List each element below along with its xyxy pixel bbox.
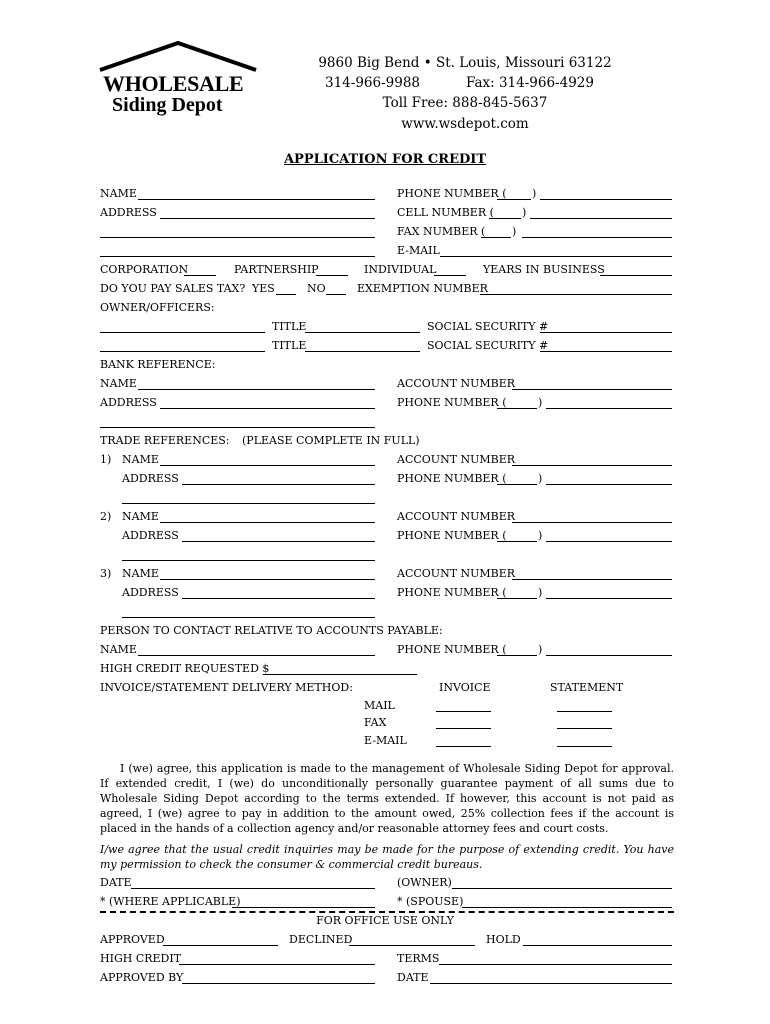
ref2-name-label: NAME bbox=[122, 510, 159, 523]
fax-area-code-field[interactable] bbox=[481, 237, 511, 238]
email-option-label: E-MAIL bbox=[364, 734, 407, 747]
ref2-address-label: ADDRESS bbox=[122, 529, 179, 542]
paren-close: ) bbox=[538, 643, 543, 656]
approved-field[interactable] bbox=[163, 945, 278, 946]
company-phone: 314-966-9988 bbox=[325, 75, 421, 91]
ref3-address-label: ADDRESS bbox=[122, 586, 179, 599]
bank-phone-area-field[interactable] bbox=[497, 408, 537, 409]
ref1-phone-label: PHONE NUMBER ( bbox=[397, 472, 507, 485]
bank-name-field[interactable] bbox=[138, 389, 375, 390]
address-label: ADDRESS bbox=[100, 206, 157, 219]
cell-label: CELL NUMBER ( bbox=[397, 206, 494, 219]
officer2-ssn-field[interactable] bbox=[540, 351, 672, 352]
logo-wholesale: WHOLESALE bbox=[103, 71, 244, 96]
ref2-name-field[interactable] bbox=[160, 522, 375, 523]
invoice-fax-field[interactable] bbox=[436, 728, 491, 729]
ref1-address-label: ADDRESS bbox=[122, 472, 179, 485]
ref2-account-label: ACCOUNT NUMBER bbox=[397, 510, 516, 523]
ref1-address-field[interactable] bbox=[182, 484, 375, 485]
statement-fax-field[interactable] bbox=[557, 728, 612, 729]
cell-area-code-field[interactable] bbox=[489, 218, 521, 219]
company-tollfree: Toll Free: 888-845-5637 bbox=[382, 95, 548, 111]
phone-number-field[interactable] bbox=[540, 199, 672, 200]
invoice-mail-field[interactable] bbox=[436, 711, 491, 712]
ref2-account-field[interactable] bbox=[512, 522, 672, 523]
sales-tax-yes-field[interactable] bbox=[276, 294, 296, 295]
where-applicable-field[interactable] bbox=[232, 907, 375, 908]
ap-name-field[interactable] bbox=[138, 655, 375, 656]
paren-close: ) bbox=[512, 225, 517, 238]
ref2-address-field[interactable] bbox=[182, 541, 375, 542]
ref3-address-line2-field[interactable] bbox=[122, 617, 375, 618]
office-use-heading: FOR OFFICE USE ONLY bbox=[316, 914, 454, 927]
owner-officers-label: OWNER/OFFICERS: bbox=[100, 301, 215, 314]
individual-label: INDIVIDUAL bbox=[364, 263, 437, 276]
ref2-phone-area-field[interactable] bbox=[497, 541, 537, 542]
office-date-label: DATE bbox=[397, 971, 429, 984]
invoice-column-label: INVOICE bbox=[439, 681, 491, 694]
statement-email-field[interactable] bbox=[557, 746, 612, 747]
paren-close: ) bbox=[538, 529, 543, 542]
applicant-name-field[interactable] bbox=[138, 199, 375, 200]
ref1-account-field[interactable] bbox=[512, 465, 672, 466]
no-label: NO bbox=[307, 282, 326, 295]
ref1-name-field[interactable] bbox=[160, 465, 375, 466]
owner-label: (OWNER) bbox=[397, 876, 452, 889]
ref1-address-line2-field[interactable] bbox=[122, 503, 375, 504]
logo-siding-depot: Siding Depot bbox=[112, 94, 223, 116]
email-label: E-MAIL bbox=[397, 244, 440, 257]
hold-field[interactable] bbox=[523, 945, 672, 946]
email-field[interactable] bbox=[440, 256, 672, 257]
applicant-address-line2-field[interactable] bbox=[100, 237, 375, 238]
company-website: www.wsdepot.com bbox=[401, 116, 529, 132]
ref3-account-label: ACCOUNT NUMBER bbox=[397, 567, 516, 580]
bank-phone-label: PHONE NUMBER ( bbox=[397, 396, 507, 409]
where-applicable-label: * (WHERE APPLICABLE) bbox=[100, 895, 241, 908]
officer1-title-field[interactable] bbox=[305, 332, 420, 333]
ref3-phone-field[interactable] bbox=[546, 598, 672, 599]
trade-references-label: TRADE REFERENCES: bbox=[100, 434, 230, 447]
declined-label: DECLINED bbox=[289, 933, 353, 946]
officer1-name-field[interactable] bbox=[100, 332, 265, 333]
statement-mail-field[interactable] bbox=[557, 711, 612, 712]
ref1-phone-area-field[interactable] bbox=[497, 484, 537, 485]
bank-name-label: NAME bbox=[100, 377, 137, 390]
ref2-phone-field[interactable] bbox=[546, 541, 672, 542]
ssn-label: SOCIAL SECURITY # bbox=[427, 320, 549, 333]
ref1-number: 1) bbox=[100, 453, 112, 466]
paren-close: ) bbox=[538, 472, 543, 485]
form-title: APPLICATION FOR CREDIT bbox=[283, 152, 487, 167]
ref3-account-field[interactable] bbox=[512, 579, 672, 580]
bank-address-line2-field[interactable] bbox=[100, 427, 375, 428]
officer2-name-field[interactable] bbox=[100, 351, 265, 352]
applicant-address-line3-field[interactable] bbox=[100, 256, 375, 257]
ref2-number: 2) bbox=[100, 510, 112, 523]
paren-close: ) bbox=[538, 396, 543, 409]
corporation-label: CORPORATION bbox=[100, 263, 189, 276]
terms-field[interactable] bbox=[439, 964, 672, 965]
corporation-field[interactable] bbox=[184, 275, 216, 276]
years-field[interactable] bbox=[600, 275, 672, 276]
mail-option-label: MAIL bbox=[364, 699, 395, 712]
spouse-signature-field[interactable] bbox=[462, 907, 672, 908]
ssn-label: SOCIAL SECURITY # bbox=[427, 339, 549, 352]
years-label: YEARS IN BUSINESS bbox=[483, 263, 605, 276]
officer2-title-field[interactable] bbox=[305, 351, 420, 352]
ref3-number: 3) bbox=[100, 567, 112, 580]
sig-date-field[interactable] bbox=[131, 888, 375, 889]
name-label: NAME bbox=[100, 187, 137, 200]
high-credit-requested-label: HIGH CREDIT REQUESTED $ bbox=[100, 662, 270, 675]
fax-option-label: FAX bbox=[364, 716, 387, 729]
spouse-label: * (SPOUSE) bbox=[397, 895, 464, 908]
cell-number-field[interactable] bbox=[530, 218, 672, 219]
ap-phone-label: PHONE NUMBER ( bbox=[397, 643, 507, 656]
bank-account-label: ACCOUNT NUMBER bbox=[397, 377, 516, 390]
ref3-address-field[interactable] bbox=[182, 598, 375, 599]
sales-tax-no-field[interactable] bbox=[326, 294, 346, 295]
approved-label: APPROVED bbox=[100, 933, 165, 946]
title-label: TITLE bbox=[272, 320, 307, 333]
approved-by-label: APPROVED BY bbox=[100, 971, 184, 984]
hold-label: HOLD bbox=[486, 933, 521, 946]
high-credit-label: HIGH CREDIT bbox=[100, 952, 182, 965]
paren-close: ) bbox=[522, 206, 527, 219]
applicant-address-field[interactable] bbox=[160, 218, 375, 219]
bank-address-field[interactable] bbox=[160, 408, 375, 409]
ref2-address-line2-field[interactable] bbox=[122, 560, 375, 561]
fax-label: FAX NUMBER ( bbox=[397, 225, 486, 238]
office-date-field[interactable] bbox=[430, 983, 672, 984]
bank-reference-label: BANK REFERENCE: bbox=[100, 358, 216, 371]
yes-label: YES bbox=[252, 282, 275, 295]
office-divider bbox=[100, 911, 674, 913]
ref3-name-label: NAME bbox=[122, 567, 159, 580]
officer1-ssn-field[interactable] bbox=[540, 332, 672, 333]
ref3-name-field[interactable] bbox=[160, 579, 375, 580]
approved-by-field[interactable] bbox=[182, 983, 375, 984]
individual-field[interactable] bbox=[434, 275, 466, 276]
terms-label: TERMS bbox=[397, 952, 440, 965]
complete-in-full-note: (PLEASE COMPLETE IN FULL) bbox=[242, 434, 420, 447]
phone-area-code-field[interactable] bbox=[497, 199, 531, 200]
invoice-email-field[interactable] bbox=[436, 746, 491, 747]
agreement-paragraph: I (we) agree, this application is made to the management of Wholesale Siding Depot for approval. If extended credit, I (we) do unconditionally personally guarantee payment of all sums due to Wholesale Siding Depot according to the terms extended. If however, this account is not paid as agreed, I (we) agree to pay in addition to the amount owed, 25% collection fees if the account is placed in the hands of a collection agency and/or reasonable attorney fees and court costs. bbox=[100, 762, 674, 835]
high-credit-requested-field[interactable] bbox=[263, 674, 417, 675]
ref1-name-label: NAME bbox=[122, 453, 159, 466]
company-address: 9860 Big Bend • St. Louis, Missouri 63122 bbox=[318, 55, 612, 71]
bank-account-field[interactable] bbox=[512, 389, 672, 390]
sig-date-label: DATE bbox=[100, 876, 132, 889]
company-fax: Fax: 314-966-4929 bbox=[466, 75, 594, 91]
paren-close: ) bbox=[538, 586, 543, 599]
statement-column-label: STATEMENT bbox=[550, 681, 624, 694]
exemption-label: EXEMPTION NUMBER bbox=[357, 282, 488, 295]
fax-number-field[interactable] bbox=[522, 237, 672, 238]
ap-name-label: NAME bbox=[100, 643, 137, 656]
owner-signature-field[interactable] bbox=[452, 888, 672, 889]
ref3-phone-area-field[interactable] bbox=[497, 598, 537, 599]
credit-inquiry-paragraph: I/we agree that the usual credit inquiries may be made for the purpose of extending credit. You have my permission to check the consumer & commercial credit bureaus. bbox=[100, 843, 674, 871]
phone-label: PHONE NUMBER ( bbox=[397, 187, 507, 200]
ref3-phone-label: PHONE NUMBER ( bbox=[397, 586, 507, 599]
ref1-account-label: ACCOUNT NUMBER bbox=[397, 453, 516, 466]
exemption-number-field[interactable] bbox=[480, 294, 672, 295]
partnership-field[interactable] bbox=[316, 275, 348, 276]
bank-phone-field[interactable] bbox=[546, 408, 672, 409]
high-credit-field[interactable] bbox=[179, 964, 375, 965]
bank-address-label: ADDRESS bbox=[100, 396, 157, 409]
ap-contact-label: PERSON TO CONTACT RELATIVE TO ACCOUNTS PAYABLE: bbox=[100, 624, 443, 637]
delivery-method-label: INVOICE/STATEMENT DELIVERY METHOD: bbox=[100, 681, 353, 694]
declined-field[interactable] bbox=[349, 945, 475, 946]
paren-close: ) bbox=[532, 187, 537, 200]
ap-phone-area-field[interactable] bbox=[497, 655, 537, 656]
ref1-phone-field[interactable] bbox=[546, 484, 672, 485]
sales-tax-label: DO YOU PAY SALES TAX? bbox=[100, 282, 246, 295]
ref2-phone-label: PHONE NUMBER ( bbox=[397, 529, 507, 542]
title-label: TITLE bbox=[272, 339, 307, 352]
partnership-label: PARTNERSHIP bbox=[234, 263, 319, 276]
ap-phone-field[interactable] bbox=[546, 655, 672, 656]
